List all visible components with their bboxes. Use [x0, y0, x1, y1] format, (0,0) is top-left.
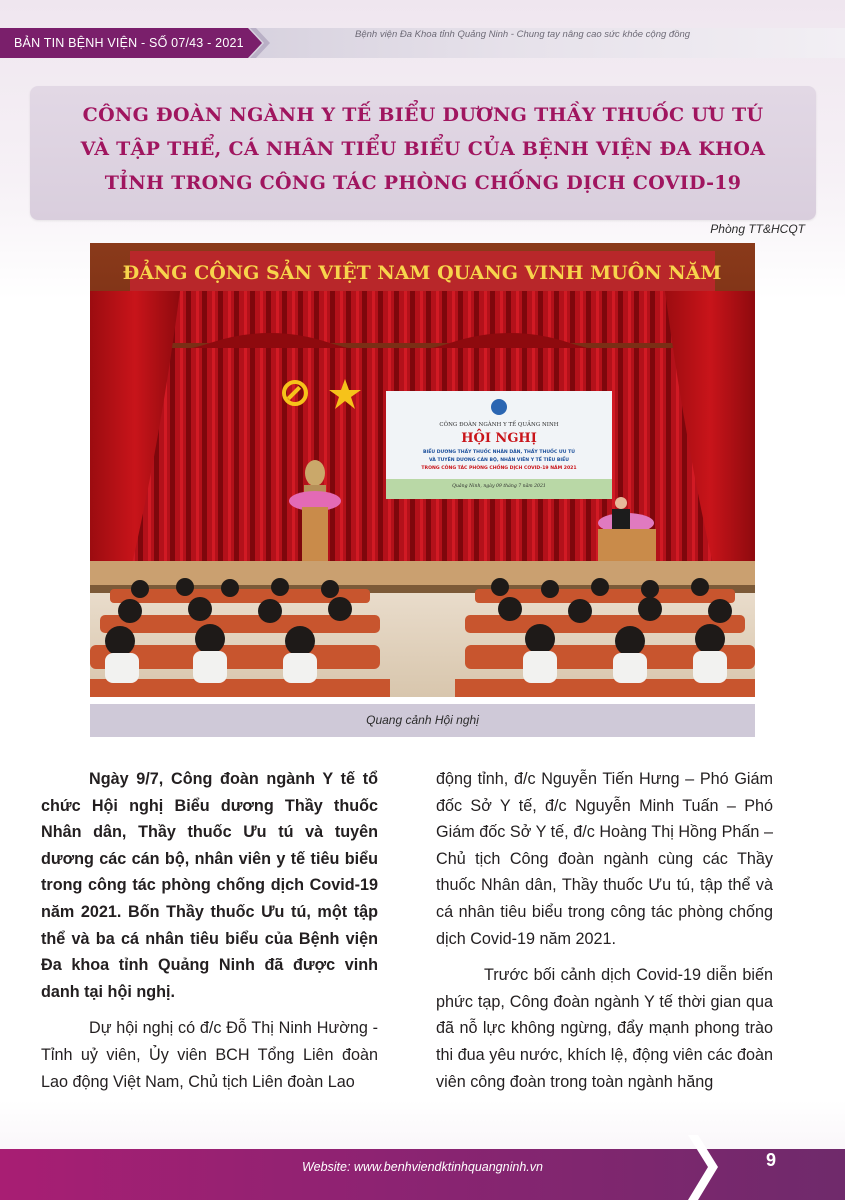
- article-title-line-2: VÀ TẬP THỂ, CÁ NHÂN TIỂU BIỂU CỦA BỆNH VIỆN ĐA KHOA: [80, 138, 766, 160]
- body-paragraph-2: Dự hội nghị có đ/c Đỗ Thị Ninh Hường - Tỉnh uỷ viên, Ủy viên BCH Tổng Liên đoàn Lao động Việt Nam, Chủ tịch Liên đoàn Lao: [41, 1019, 378, 1091]
- screen-heading-text: HỘI NGHỊ: [461, 431, 537, 446]
- issue-label: BẢN TIN BỆNH VIỆN - SỐ 07/43 - 2021: [14, 36, 244, 50]
- photo-banner-text: ĐẢNG CỘNG SẢN VIỆT NAM QUANG VINH MUÔN NĂM: [122, 262, 722, 284]
- body-paragraph-3: Trước bối cảnh dịch Covid-19 diễn biến phức tạp, Công đoàn ngành Y tế thời gian qua đã nỗ lực không ngừng, đẩy mạnh phong trào thi đua yêu nước, khích lệ, động viên các đoàn viên công đoàn trong toàn ngành hăng: [436, 966, 773, 1091]
- photo-caption: Quang cảnh Hội nghị: [366, 713, 479, 727]
- hospital-motto: Bệnh viện Đa Khoa tỉnh Quảng Ninh - Chung tay nâng cao sức khỏe cộng đồng: [355, 29, 691, 40]
- footer-website: Website: www.benhviendktinhquangninh.vn: [302, 1160, 543, 1174]
- article-author: Phòng TT&HCQT: [710, 222, 805, 236]
- screen-date: Quảng Ninh, ngày 09 tháng 7 năm 2021: [452, 484, 546, 489]
- screen-line-2: VÀ TUYÊN DƯƠNG CÁN BỘ, NHÂN VIÊN Y TẾ TIÊU BIỂU: [429, 458, 569, 463]
- body-column-right: [436, 766, 773, 1095]
- page-number: 9: [766, 1150, 777, 1170]
- article-title-line-3: TỈNH TRONG CÔNG TÁC PHÒNG CHỐNG DỊCH COVID-19: [104, 172, 742, 194]
- lead-paragraph: Ngày 9/7, Công đoàn ngành Y tế tổ chức Hội nghị Biểu dương Thầy thuốc Nhân dân, Thầy thuốc Ưu tú và tuyên dương các cán bộ, nhân viên y tế tiêu biểu trong công tác phòng chống dịch Covid-19 năm 2021. Bốn Thầy thuốc Ưu tú, một tập thể và ba cá nhân tiêu biểu của Bệnh viện Đa khoa tỉnh Quảng Ninh đã được vinh danh tại hội nghị.: [41, 770, 378, 1001]
- screen-org-text: CÔNG ĐOÀN NGÀNH Y TẾ QUẢNG NINH: [439, 422, 559, 428]
- conference-photo: [90, 243, 755, 697]
- footer-band: [0, 1149, 845, 1200]
- screen-line-3: TRONG CÔNG TÁC PHÒNG CHỐNG DỊCH COVID-19 NĂM 2021: [421, 466, 577, 471]
- screen-line-1: BIỂU DƯƠNG THẦY THUỐC NHÂN DÂN, THẦY THUỐC ƯU TÚ: [423, 450, 575, 455]
- conference-hall-illustration: [90, 243, 755, 697]
- body-paragraph-2-continued: động tỉnh, đ/c Nguyễn Tiến Hưng – Phó Giám đốc Sở Y tế, đ/c Nguyễn Minh Tuấn – Phó Giám đốc Sở Y tế, đ/c Hoàng Thị Hồng Phấn – Chủ tịch Công đoàn ngành cùng các Thầy thuốc Nhân dân, Thầy thuốc Ưu tú, tập thể và cá nhân tiêu biểu trong công tác phòng chống dịch Covid-19 năm 2021.: [436, 770, 773, 948]
- article-title-line-1: CÔNG ĐOÀN NGÀNH Y TẾ BIỂU DƯƠNG THẦY THUỐC ƯU TÚ: [82, 104, 764, 126]
- body-column-left: [41, 766, 378, 1095]
